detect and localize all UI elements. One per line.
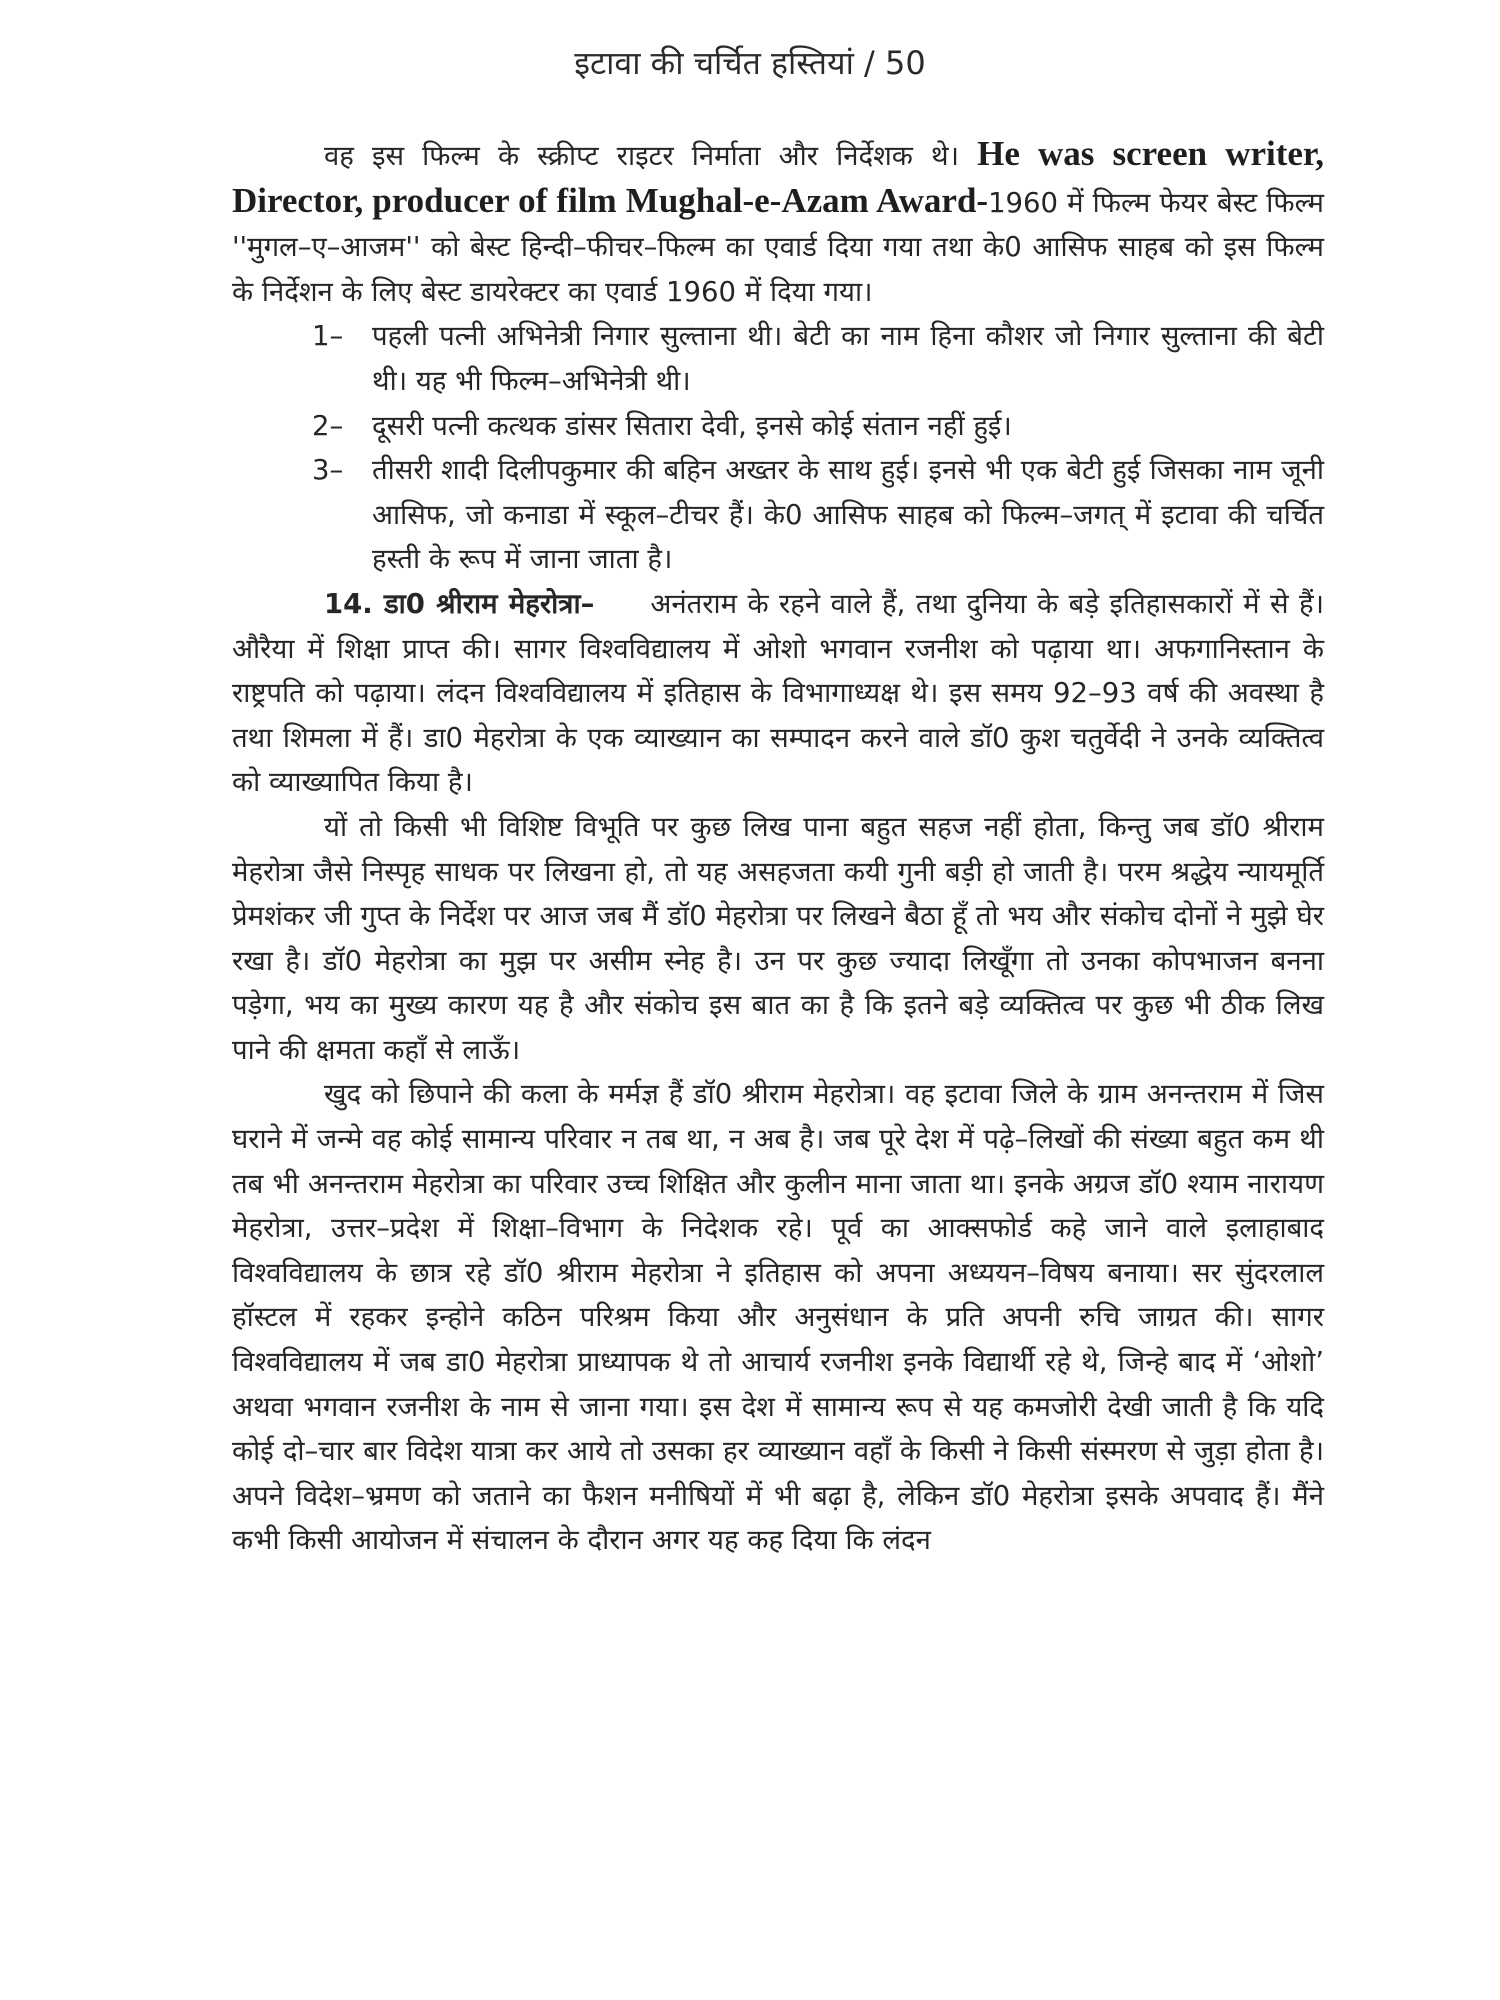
list-item [232,314,1324,403]
list-item-number: 1– [312,320,344,353]
list-item-text: तीसरी शादी दिलीपकुमार की बहिन अख्तर के साथ हुई। इनसे भी एक बेटी हुई जिसका नाम जूनी आसिफ, जो कनाडा में स्कूल–टीचर हैं। के0 आसिफ साहब को फिल्म–जगत् में इटावा की चर्चित हस्ती के रूप में जाना जाता है। [372,454,1324,576]
section-text: अनंतराम के रहने वाले हैं, तथा दुनिया के बड़े इतिहासकारों में से हैं। औरैया में शिक्षा प्राप्त की। सागर विश्वविद्यालय में ओशो भगवान रजनीश को पढ़ाया था। अफगानिस्तान के राष्ट्रपति को पढ़ाया। लंदन विश्वविद्यालय में इतिहास के विभागाध्यक्ष थे। इस समय 92–93 वर्ष की अवस्था है तथा शिमला में हैं। डा0 मेहरोत्रा के एक व्याख्यान का सम्पादन करने वाले डॉ0 कुश चतुर्वेदी ने उनके व्यक्तित्व को व्याख्यापित किया है। [232,587,1324,799]
intro-text-award: 1960 में फिल्म फेयर बेस्ट फिल्म ''मुगल–ए–आजम'' को बेस्ट हिन्दी–फीचर–फिल्म का एवार्ड दिया गया तथा के0 आसिफ साहब को इस फिल्म के निर्देशन के लिए बेस्ट डायरेक्टर का एवार्ड 1960 में दिया गया। [232,186,1324,308]
list-item [232,404,1324,449]
list-item-text: दूसरी पत्नी कत्थक डांसर सितारा देवी, इनसे कोई संतान नहीं हुई। [372,409,1012,442]
intro-paragraph [232,132,1324,314]
intro-text-english: He was screen writer, Director, producer of film Mughal-e-Azam Award- [232,134,1324,220]
page-header: इटावा की चर्चित हस्तियां / 50 [574,44,926,82]
page-body [232,132,1324,1563]
list-item [232,448,1324,582]
body-paragraph: यों तो किसी भी विशिष्ट विभूति पर कुछ लिख पाना बहुत सहज नहीं होता, किन्तु जब डॉ0 श्रीराम मेहरोत्रा जैसे निस्पृह साधक पर लिखना हो, तो यह असहजता कयी गुनी बड़ी हो जाती है। परम श्रद्धेय न्यायमूर्ति प्रेमशंकर जी गुप्त के निर्देश पर आज जब मैं डॉ0 मेहरोत्रा पर लिखने बैठा हूँ तो भय और संकोच दोनों ने मुझे घेर रखा है। डॉ0 मेहरोत्रा का मुझ पर असीम स्नेह है। उन पर कुछ ज्यादा लिखूँगा तो उनका कोपभाजन बनना पड़ेगा, भय का मुख्य कारण यह है और संकोच इस बात का है कि इतने बड़े व्यक्तित्व पर कुछ भी ठीक लिख पाने की क्षमता कहाँ से लाऊँ। [232,810,1324,1066]
list-item-number: 3– [312,454,344,487]
list-item-text: पहली पत्नी अभिनेत्री निगार सुल्ताना थी। बेटी का नाम हिना कौशर जो निगार सुल्ताना की बेटी थी। यह भी फिल्म–अभिनेत्री थी। [372,320,1324,397]
intro-text-hindi: वह इस फिल्म के स्क्रीप्ट राइटर निर्माता और निर्देशक थे। [324,140,978,172]
list-item-number: 2– [312,409,344,442]
body-paragraph: खुद को छिपाने की कला के मर्मज्ञ हैं डॉ0 श्रीराम मेहरोत्रा। वह इटावा जिले के ग्राम अनन्तराम में जिस घराने में जन्मे वह कोई सामान्य परिवार न तब था, न अब है। जब पूरे देश में पढ़े–लिखों की संख्या बहुत कम थी तब भी अनन्तराम मेहरोत्रा का परिवार उच्च शिक्षित और कुलीन माना जाता था। इनके अग्रज डॉ0 श्याम नारायण मेहरोत्रा, उत्तर–प्रदेश में शिक्षा–विभाग के निदेशक रहे। पूर्व का आक्सफोर्ड कहे जाने वाले इलाहाबाद विश्वविद्यालय के छात्र रहे डॉ0 श्रीराम मेहरोत्रा ने इतिहास को अपना अध्ययन–विषय बनाया। सर सुंदरलाल हॉस्टल में रहकर इन्होने कठिन परिश्रम किया और अनुसंधान के प्रति अपनी रुचि जाग्रत की। सागर विश्वविद्यालय में जब डा0 मेहरोत्रा प्राध्यापक थे तो आचार्य रजनीश इनके विद्यार्थी रहे थे, जिन्हे बाद में ‘ओशो’ अथवा भगवान रजनीश के नाम से जाना गया। इस देश में सामान्य रूप से यह कमजोरी देखी जाती है कि यदि कोई दो–चार बार विदेश यात्रा कर आये तो उसका हर व्याख्यान वहाँ के किसी ने किसी संस्मरण से जुड़ा होता है। अपने विदेश–भ्रमण को जताने का फैशन मनीषियों में भी बढ़ा है, लेकिन डॉ0 मेहरोत्रा इसके अपवाद हैं। मैंने कभी किसी आयोजन में संचालन के दौरान अगर यह कह दिया कि लंदन [232,1078,1324,1557]
section-paragraph [232,582,1324,805]
section-heading: 14. डा0 श्रीराम मेहरोत्रा– [324,587,595,620]
